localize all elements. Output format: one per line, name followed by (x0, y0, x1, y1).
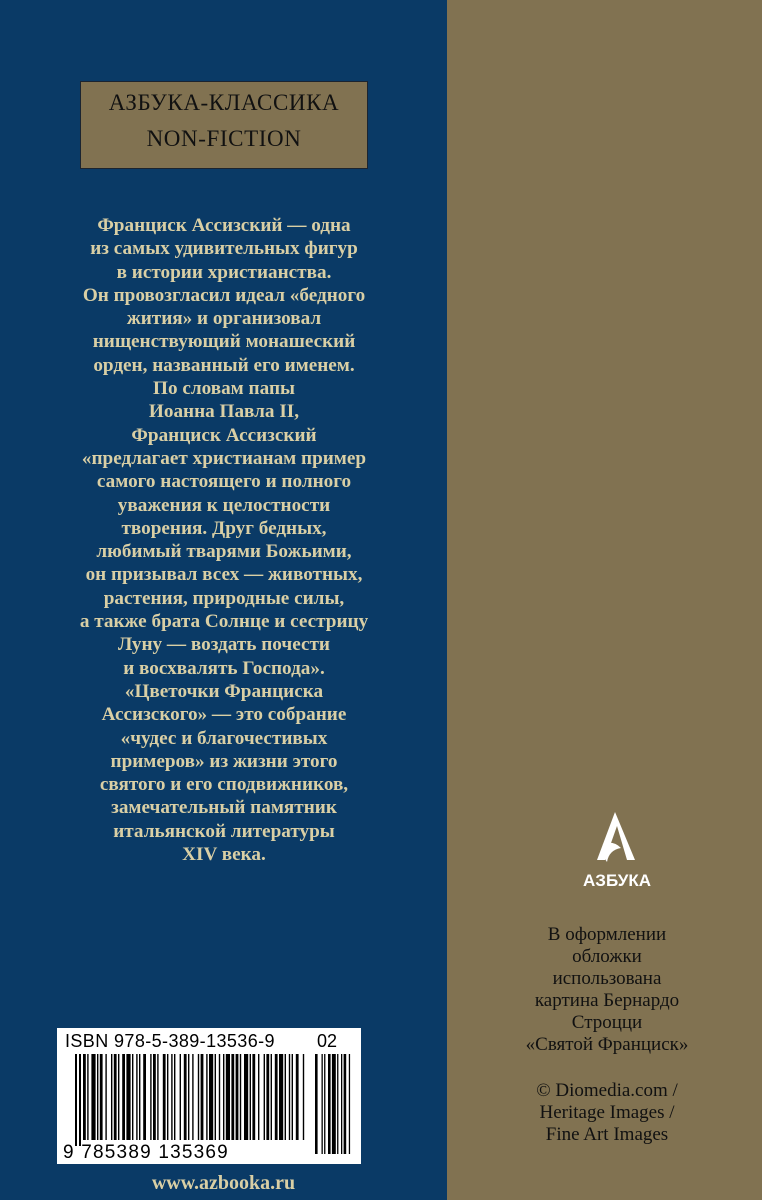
isbn-number: ISBN 978-5-389-13536-9 (65, 1031, 275, 1051)
publisher-logo-text: АЗБУКА (583, 871, 651, 890)
image-copyright: © Diomedia.com / Heritage Images / Fine Art Images (536, 1080, 678, 1145)
cover-art-credit: В оформлении обложки использована картина Бернардо Строцци «Святой Франциск» (525, 924, 689, 1055)
ean-digits: 9 785389 135369 (63, 1142, 229, 1163)
series-label-box (80, 81, 368, 169)
publisher-website: www.azbooka.ru (151, 1172, 296, 1194)
series-subtitle: NON-FICTION (146, 126, 302, 151)
series-title: АЗБУКА-КЛАССИКА (108, 90, 340, 115)
isbn-barcode (57, 1028, 361, 1164)
isbn-addon-code: 02 (317, 1031, 338, 1051)
azbuka-a-logo-icon (577, 810, 657, 890)
book-description: Франциск Ассизский — одна из самых удивительных фигур в истории христианства. Он провозгласил идеал «бедного жития» и организовал нищенствующий монашеский орден, названный его именем. По словам папы Иоанна Павла II, Франциск Ассизский «предлагает христианам пример самого настоящего и полного уважения к целостности творения. Друг бедных, любимый тварями Божьими, он призывал всех — животных, растения, природные силы, а также брата Солнце и сестрицу Луну — воздать почести и восхвалять Господа». «Цветочки Франциска Ассизского» — это собрание «чудес и благочестивых примеров» из жизни этого святого и его сподвижников, замечательный памятник итальянской литературы XIV века. (79, 215, 369, 866)
